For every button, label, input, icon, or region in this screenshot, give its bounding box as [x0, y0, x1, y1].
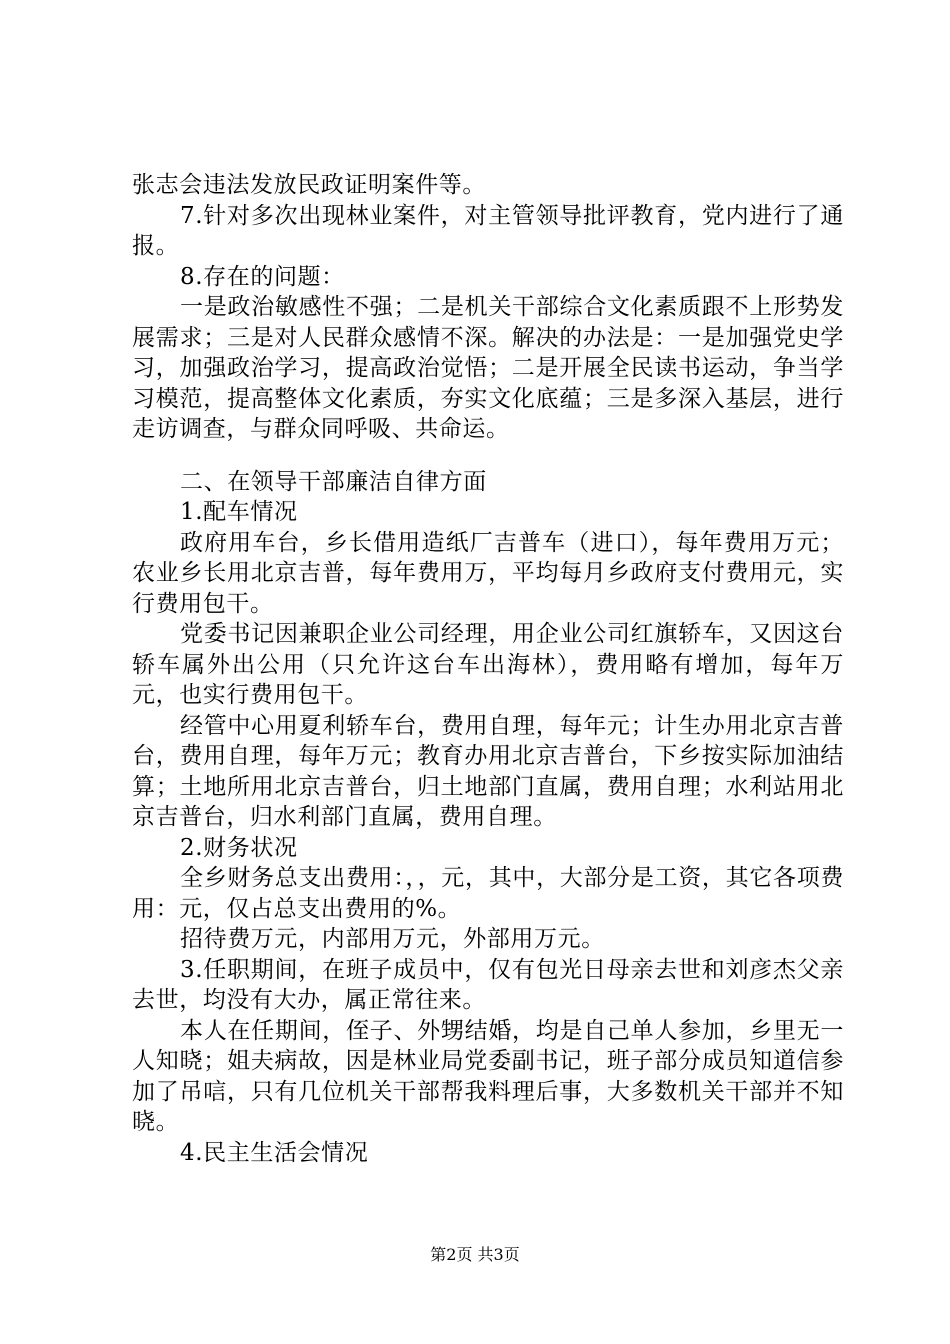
subheading-finance: 2.财务状况 — [180, 834, 298, 861]
paragraph-problems: 一是政治敏感性不强；二是机关干部综合文化素质跟不上形势发展需求；三是对人民群众感情不深。解决的办法是：一是加强党史学习，加强政治学习，提高政治觉悟；二是开展全民读书运动，争当学习模范，提高整体文化素质，夯实文化底蕴；三是多深入基层，进行走访调查，与群众同呼吸、共命运。 — [132, 294, 844, 442]
page-footer: 第2页 共3页 — [430, 1245, 520, 1264]
document-body — [132, 170, 844, 1168]
paragraph-finance-2: 招待费万元，内部用万元，外部用万元。 — [180, 926, 605, 952]
paragraph-finance-1: 全乡财务总支出费用：，，元，其中，大部分是工资，其它各项费用：元，仅占总支出费用的%。 — [132, 865, 844, 922]
paragraph-personal: 本人在任期间，侄子、外甥结婚，均是自己单人参加，乡里无一人知晓；姐夫病故，因是林业局党委副书记，班子部分成员知道信参加了吊唁，只有几位机关干部帮我料理后事，大多数机关干部并不知晓。 — [132, 1017, 844, 1135]
paragraph-continuation: 张志会违法发放民政证明案件等。 — [132, 172, 486, 198]
subheading-democratic-life: 4.民主生活会情况 — [180, 1139, 369, 1166]
paragraph-vehicles-3: 经管中心用夏利轿车台，费用自理，每年元；计生办用北京吉普台，费用自理，每年万元；教育办用北京吉普台，下乡按实际加油结算；土地所用北京吉普台，归土地部门直属，费用自理；水利站用北京吉普台，归水利部门直属，费用自理。 — [132, 712, 844, 830]
section-spacer — [132, 445, 844, 467]
paragraph-item-7: 7.针对多次出现林业案件，对主管领导批评教育，党内进行了通报。 — [132, 202, 844, 259]
paragraph-item-8-heading: 8.存在的问题： — [180, 263, 345, 290]
paragraph-item-3: 3.任职期间，在班子成员中，仅有包光日母亲去世和刘彦杰父亲去世，均没有大办，属正常往来。 — [132, 956, 844, 1013]
paragraph-vehicles-2: 党委书记因兼职企业公司经理，用企业公司红旗轿车，又因这台轿车属外出公用（只允许这台车出海林），费用略有增加，每年万元，也实行费用包干。 — [132, 621, 844, 708]
section-heading-2: 二、在领导干部廉洁自律方面 — [180, 468, 487, 495]
subheading-vehicles: 1.配车情况 — [180, 499, 298, 525]
paragraph-vehicles-1: 政府用车台，乡长借用造纸厂吉普车（进口），每年费用万元；农业乡长用北京吉普，每年费用万，平均每月乡政府支付费用元，实行费用包干。 — [132, 529, 844, 617]
